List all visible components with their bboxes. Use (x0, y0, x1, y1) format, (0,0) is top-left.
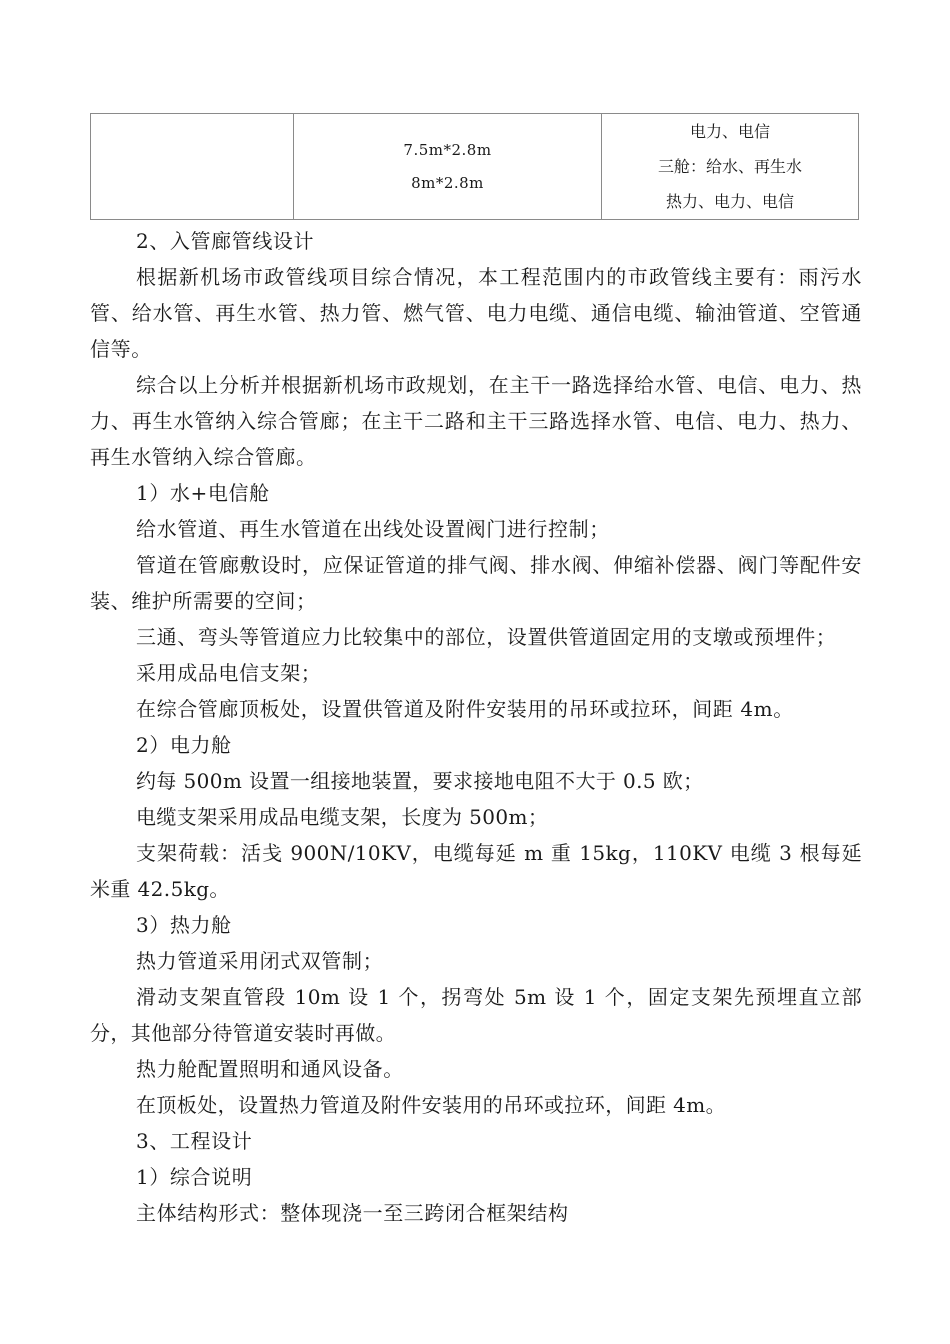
pipe-cabin-table (90, 113, 859, 220)
paragraph: 在综合管廊顶板处，设置供管道及附件安装用的吊环或拉环，间距 4m。 (136, 697, 794, 721)
paragraph: 滑动支架直管段 10m 设 1 个，拐弯处 5m 设 1 个，固定支架先预埋直立部分，其他部分待管道安装时再做。 (90, 985, 862, 1045)
table-cell-empty (91, 114, 294, 220)
paragraph: 主体结构形式：整体现浇一至三跨闭合框架结构 (136, 1201, 569, 1225)
paragraph: 支架荷载：活戋 900N/10KV，电缆每延 m 重 15kg，110KV 电缆 3 根每延米重 42.5kg。 (90, 841, 862, 901)
section-heading: 2、入管廊管线设计 (136, 229, 315, 253)
paragraph: 给水管道、再生水管道在出线处设置阀门进行控制； (136, 517, 610, 541)
paragraph: 根据新机场市政管线项目综合情况，本工程范围内的市政管线主要有：雨污水管、给水管、再生水管、热力管、燃气管、电力电缆、通信电缆、输油管道、空管通信等。 (90, 265, 862, 361)
paragraph: 约每 500m 设置一组接地装置，要求接地电阻不大于 0.5 欧； (136, 769, 704, 793)
paragraph: 采用成品电信支架； (136, 661, 322, 685)
dimension-line: 7.5m*2.8m (403, 140, 492, 159)
pipeline-line: 电力、电信 (689, 122, 770, 141)
document-body (90, 223, 862, 1231)
table-cell-dimensions (294, 114, 602, 220)
dimension-line: 8m*2.8m (411, 173, 484, 192)
table-cell-pipelines (602, 114, 859, 220)
subsection-heading: 1）综合说明 (136, 1165, 253, 1189)
paragraph: 管道在管廊敷设时，应保证管道的排气阀、排水阀、伸缩补偿器、阀门等配件安装、维护所需要的空间； (90, 553, 862, 613)
paragraph: 电缆支架采用成品电缆支架，长度为 500m； (136, 805, 549, 829)
paragraph: 综合以上分析并根据新机场市政规划，在主干一路选择给水管、电信、电力、热力、再生水管纳入综合管廊；在主干二路和主干三路选择水管、电信、电力、热力、再生水管纳入综合管廊。 (90, 373, 862, 469)
subsection-heading: 3）热力舱 (136, 913, 232, 937)
paragraph: 热力管道采用闭式双管制； (136, 949, 384, 973)
subsection-heading: 1）水+电信舱 (136, 481, 270, 505)
paragraph: 三通、弯头等管道应力比较集中的部位，设置供管道固定用的支墩或预埋件； (136, 625, 837, 649)
paragraph: 在顶板处，设置热力管道及附件安装用的吊环或拉环，间距 4m。 (136, 1093, 727, 1117)
table-row (91, 114, 859, 220)
section-heading: 3、工程设计 (136, 1129, 253, 1153)
paragraph: 热力舱配置照明和通风设备。 (136, 1057, 404, 1081)
pipeline-line: 三舱：给水、再生水 (657, 157, 802, 176)
pipeline-line: 热力、电力、电信 (665, 192, 794, 211)
subsection-heading: 2）电力舱 (136, 733, 232, 757)
